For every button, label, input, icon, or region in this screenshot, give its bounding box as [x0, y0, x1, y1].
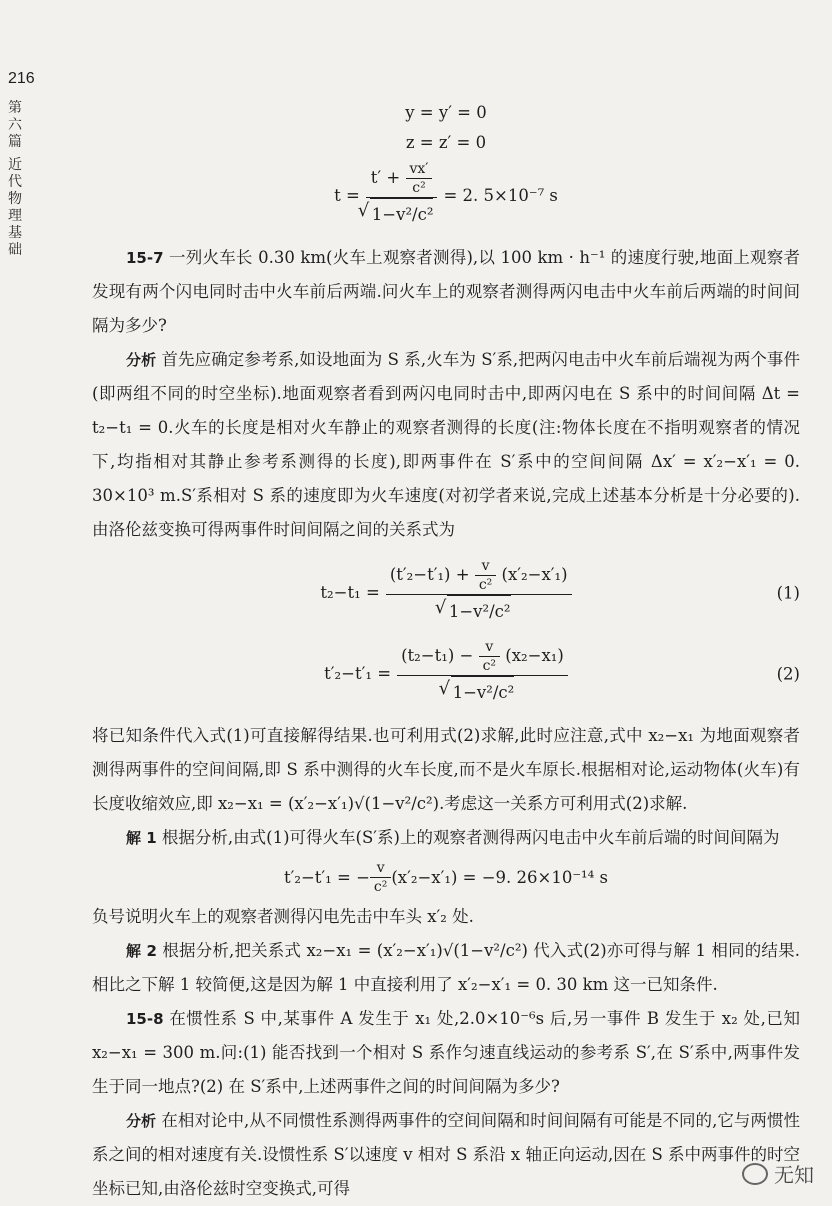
analysis-text: 首先应确定参考系,如设地面为 S 系,火车为 S′系,把两闪电击中火车前后端视为两个事件(即两组不同的时空坐标).地面观察者看到两闪电同时击中,即两闪电在 S 系中的时间间隔 Δt = t₂−t₁ = 0.火车的长度是相对火车静止的观察者测得的长度(注:物体长度在不指明观察者的情况下,均指相对其静止参考系测得的长度),即两事件在 S′系中的空间间隔 Δx′ = x′₂−x′₁ = 0. 30×10³ m.S′系相对 S 系的速度即为火车速度(对初学者来说,完成上述基本分析是十分必要的).由洛伦兹变换可得两事件时间间隔之间的关系式为 [92, 350, 800, 539]
eq2-sqrt: √ 1−v²/c² [451, 676, 515, 709]
solution-1-label: 解 1 [126, 829, 157, 847]
eq2-inner-frac [479, 638, 500, 675]
part-title [8, 100, 24, 259]
problem-id: 15-7 [126, 249, 164, 267]
eq3-frac-bottom: c² [373, 879, 388, 895]
watermark-text: 无知 [774, 1163, 814, 1187]
problem-15-8 [92, 1002, 800, 1104]
equation-2-lhs: t′₂−t′₁ = [324, 664, 392, 683]
equation-t-sqrt: √ 1−v²/c² [370, 198, 434, 231]
solution-1-text: 根据分析,由式(1)可得火车(S′系)上的观察者测得两闪电击中火车前后端的时间间隔为 [161, 828, 780, 847]
analysis-paragraph-2 [92, 1104, 800, 1206]
eq1-num-a: (t′₂−t′₁) + [389, 565, 470, 584]
equation-1-denominator [386, 595, 572, 628]
eq1-frac-bottom: c² [478, 577, 493, 593]
equation-t-fraction [366, 160, 438, 231]
eq2-num-a: (t₂−t₁) − [401, 646, 474, 665]
equation-3 [92, 859, 800, 896]
solution-1 [92, 821, 800, 855]
eq2-num-b: (x₂−x₁) [505, 646, 564, 665]
equation-t-lhs: t = [334, 186, 360, 205]
page-number: 216 [8, 70, 35, 87]
equation-y: y = y′ = 0 [405, 103, 487, 122]
eq2-frac-top: v [479, 638, 500, 657]
equation-2-number: (2) [776, 664, 800, 683]
equation-t-inner-frac [406, 160, 433, 197]
equation-3-frac [370, 859, 391, 896]
solution-2 [92, 934, 800, 1002]
equation-t-rhs: = 2. 5×10⁻⁷ s [443, 186, 558, 205]
paragraph-after-equations: 将已知条件代入式(1)可直接解得结果.也可利用式(2)求解,此时应注意,式中 x₂−x₁ 为地面观察者测得两事件的空间间隔,即 S 系中测得的火车长度,而不是火车原长.根据相对论,运动物体(火车)有长度收缩效应,即 x₂−x₁ = (x′₂−x′₁)√(1−v²/c²).考虑这一关系方可利用式(2)求解. [92, 726, 800, 813]
analysis-text: 在相对论中,从不同惯性系测得两事件的空间间隔和时间间隔有可能是不同的,它与两惯性系之间的相对速度有关.设惯性系 S′以速度 v 相对 S 系沿 x 轴正向运动,因在 S 系中两事件的时空坐标已知,由洛伦兹时空变换式,可得 [92, 1111, 800, 1198]
problem-15-7 [92, 241, 800, 343]
equation-1-lhs: t₂−t₁ = [320, 583, 380, 602]
eq3-frac-top: v [370, 859, 391, 878]
equation-1-fraction [386, 557, 572, 628]
equation-2-denominator [397, 676, 568, 709]
analysis-paragraph [92, 343, 800, 547]
equation-2-numerator [397, 638, 568, 676]
inner-frac-bottom: c² [412, 180, 426, 196]
page-content [92, 98, 800, 1206]
analysis-label: 分析 [126, 351, 157, 369]
analysis-label: 分析 [126, 1112, 157, 1130]
part-section: 近代物理基础 [8, 157, 22, 258]
equation-t-denominator [366, 198, 438, 231]
equation-3-rhs: (x′₂−x′₁) = −9. 26×10⁻¹⁴ s [391, 868, 609, 887]
problem-text: 在惯性系 S 中,某事件 A 发生于 x₁ 处,2.0×10⁻⁶s 后,另一事件 B 发生于 x₂ 处,已知 x₂−x₁ = 300 m.问:(1) 能否找到一个相对 S 系作匀速直线运动的参考系 S′,在 S′系中,两事件发生于同一地点?(2) 在 S′系中,上述两事件之间的时间间隔为多少? [92, 1009, 800, 1096]
part-label: 第六篇 [8, 100, 22, 150]
solution-2-label: 解 2 [126, 942, 157, 960]
watermark [742, 1159, 814, 1188]
eq2-frac-bottom: c² [482, 658, 497, 674]
solution-1-note: 负号说明火车上的观察者测得闪电先击中车头 x′₂ 处. [92, 907, 474, 926]
equation-1 [92, 557, 800, 628]
solution-2-text: 根据分析,把关系式 x₂−x₁ = (x′₂−x′₁)√(1−v²/c²) 代入式(2)亦可得与解 1 相同的结果.相比之下解 1 较简便,这是因为解 1 中直接利用了 x′₂−x′₁ = 0. 30 km 这一已知条件. [92, 941, 800, 994]
problem-text: 一列火车长 0.30 km(火车上观察者测得),以 100 km · h⁻¹ 的速度行驶,地面上观察者发现有两个闪电同时击中火车前后两端.问火车上的观察者测得两闪电击中火车前后两端的时间间隔为多少? [92, 248, 801, 335]
equation-t-num-text: t′ + [370, 168, 401, 187]
eq1-frac-top: v [475, 557, 496, 576]
equation-z: z = z′ = 0 [405, 133, 487, 152]
equation-2-fraction [397, 638, 568, 709]
problem-id: 15-8 [126, 1010, 164, 1028]
eq1-num-b: (x′₂−x′₁) [501, 565, 568, 584]
eq1-inner-frac [475, 557, 496, 594]
equation-2 [92, 638, 800, 709]
equation-1-numerator [386, 557, 572, 595]
equation-t [92, 160, 800, 231]
eq1-sqrt: √ 1−v²/c² [447, 595, 511, 628]
equation-1-number: (1) [776, 583, 800, 602]
equation-t-numerator [366, 160, 438, 198]
inner-frac-top: vx′ [406, 160, 433, 179]
equation-3-lhs: t′₂−t′₁ = − [283, 868, 370, 887]
wechat-icon [742, 1163, 768, 1185]
